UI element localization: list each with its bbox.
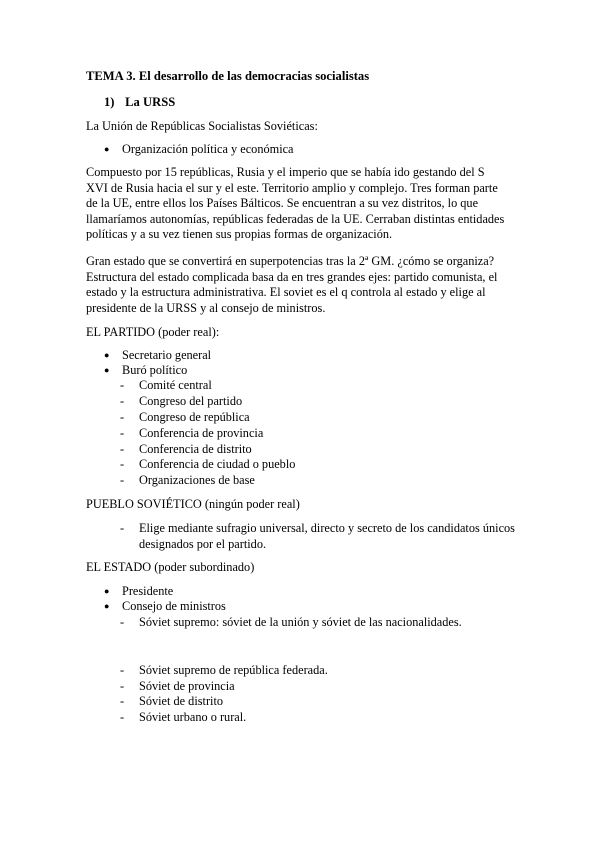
bullet-item: [104, 363, 188, 379]
intro-text: La Unión de Repúblicas Socialistas Soviéticas:: [86, 119, 318, 133]
dash-icon: -: [120, 615, 125, 629]
bullet-item: [104, 584, 174, 600]
dash-icon: -: [120, 394, 125, 408]
section-number: 1): [104, 95, 115, 109]
dash-label: Sóviet de distrito: [139, 694, 224, 708]
bullet-label: Buró político: [122, 363, 188, 377]
dash-icon: -: [120, 410, 125, 424]
dash-icon: -: [120, 710, 125, 724]
dash-label: Sóviet supremo: sóviet de la unión y sóviet de las nacionalidades.: [139, 615, 462, 629]
dash-label: Organizaciones de base: [139, 473, 255, 487]
dash-label: Sóviet supremo de república federada.: [139, 663, 328, 677]
dash-icon: -: [120, 679, 125, 693]
bullet-icon: ●: [104, 350, 110, 360]
bullet-label: Organización política y económica: [122, 142, 294, 156]
bullet-icon: ●: [104, 144, 110, 154]
dash-icon: -: [120, 473, 125, 487]
bullet-item: [104, 142, 294, 158]
bullet-icon: ●: [104, 601, 110, 611]
bullet-icon: ●: [104, 365, 110, 375]
bullet-label: Secretario general: [122, 348, 212, 362]
paragraph-composition: Compuesto por 15 repúblicas, Rusia y el imperio que se había ido gestando del S XVI de Rusia hacia el sur y el este. Territorio amplio y complejo. Tres forman parte de la UE, entre ellos los Países Bálticos. Se encuentran a su vez distritos, lo que llamaríamos autonomías, repúblicas federadas de la UE. Cerraban distintas entidades políticas y a su vez tienen sus propias formas de organización.: [86, 165, 505, 242]
partido-heading: EL PARTIDO (poder real):: [86, 325, 220, 339]
bullet-icon: ●: [104, 586, 110, 596]
bullet-label: Consejo de ministros: [122, 599, 226, 613]
bullet-label: Presidente: [122, 584, 174, 598]
section-heading: [104, 95, 534, 111]
dash-label: Sóviet de provincia: [139, 679, 235, 693]
dash-label: Comité central: [139, 378, 212, 392]
dash-icon: -: [120, 457, 125, 471]
dash-label: Sóviet urbano o rural.: [139, 710, 247, 724]
estado-heading: EL ESTADO (poder subordinado): [86, 560, 255, 574]
dash-label: Conferencia de ciudad o pueblo: [139, 457, 296, 471]
dash-icon: -: [120, 426, 125, 440]
dash-icon: -: [120, 694, 125, 708]
bullet-item: [104, 599, 226, 615]
dash-label: Elige mediante sufragio universal, directo y secreto de los candidatos únicos designados por el partido.: [139, 521, 515, 551]
dash-label: Congreso del partido: [139, 394, 243, 408]
dash-icon: -: [120, 521, 125, 535]
dash-icon: -: [120, 378, 125, 392]
document-title: TEMA 3. El desarrollo de las democracias socialistas: [86, 69, 370, 83]
section-label: La URSS: [125, 95, 176, 109]
dash-label: Conferencia de distrito: [139, 442, 252, 456]
dash-label: Congreso de república: [139, 410, 250, 424]
paragraph-organization: Gran estado que se convertirá en superpotencias tras la 2ª GM. ¿cómo se organiza? Estructura del estado complicada basa da en tres grandes ejes: partido comunista, el estado y la estructura administrativa. El soviet es el q controla al estado y elige al presidente de la URSS y al consejo de ministros.: [86, 254, 498, 315]
dash-icon: -: [120, 663, 125, 677]
bullet-item: [104, 348, 212, 364]
dash-label: Conferencia de provincia: [139, 426, 264, 440]
pueblo-heading: PUEBLO SOVIÉTICO (ningún poder real): [86, 497, 300, 511]
dash-icon: -: [120, 442, 125, 456]
